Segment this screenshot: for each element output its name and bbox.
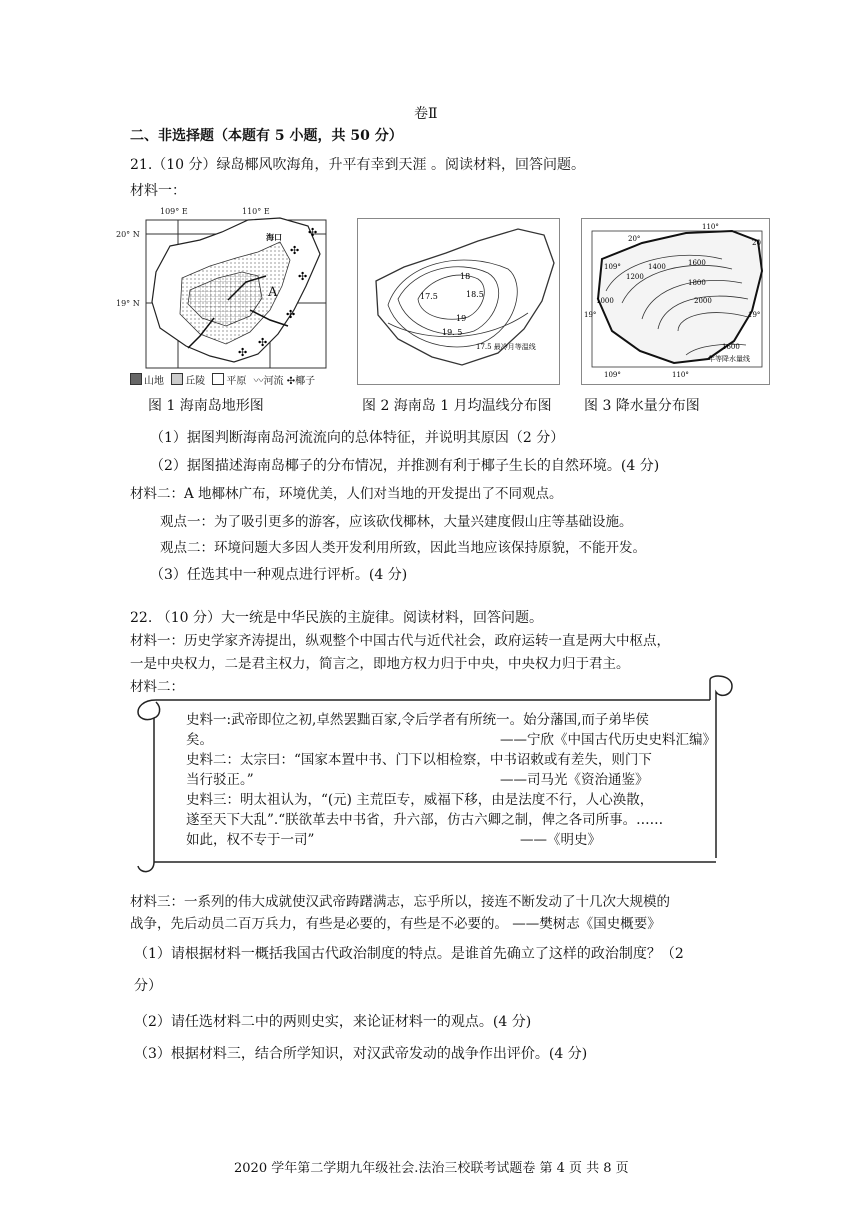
legend-river: 河流: [263, 376, 284, 387]
legend-mountain: 山地: [144, 376, 164, 387]
precip-label: 20: [752, 239, 761, 247]
coconut-icon: ✣: [298, 270, 308, 283]
scroll-line2a: 矣。: [186, 732, 213, 748]
q21-material2: 材料二：A 地椰林广布，环境优美，人们对当地的开发提出了不同观点。: [130, 486, 563, 502]
precipitation-map-svg: [582, 219, 769, 384]
figure-2-isotherm-map: [357, 218, 560, 385]
scroll-line4a: 当行驳正。”: [186, 772, 254, 788]
haikou-label: 海口: [266, 232, 282, 242]
isotherm-legend: 17.5 最冷月等温线: [476, 343, 536, 351]
q21-material1-label: 材料一：: [130, 183, 186, 199]
precip-label: 2000: [694, 297, 712, 305]
coconut-legend-icon: ✣: [286, 376, 296, 387]
figure-2-caption: 图 2 海南岛 1 月均温线分布图: [362, 398, 552, 414]
terrain-map-svg: [116, 206, 330, 389]
scroll-line6: 遂至天下大乱”.“朕欲革去中书省，升六部，仿古六卿之制，俾之各司所事。……: [186, 812, 664, 828]
q22-material1-line1: 材料一：历史学家齐涛提出，纵观整个中国古代与近代社会，政府运转一直是两大中枢点，: [130, 633, 670, 649]
q22-sub3: （3）根据材料三，结合所学知识，对汉武帝发动的战争作出评价。(4 分): [134, 1046, 588, 1062]
scroll-line7b: ——《明史》: [520, 832, 601, 848]
precip-label: 1000: [596, 297, 614, 305]
isotherm-label: 18: [460, 272, 471, 281]
part-title: 二、非选择题（本题有 5 小题，共 50 分）: [130, 128, 403, 144]
point-a-label: A: [268, 285, 278, 300]
mountain-swatch: [130, 373, 142, 385]
river-icon: 〰: [253, 376, 264, 387]
scroll-line2b: ——宁欣《中国古代历史史料汇编》: [500, 732, 716, 748]
scroll-line7a: 如此，权不专于一司”: [186, 832, 315, 848]
coconut-icon: ✣: [238, 346, 248, 359]
scroll-line1: 史料一:武帝即位之初,卓然罢黜百家,令后学者有所统一。始分藩国,而子弟毕侯: [186, 712, 649, 728]
q21-intro: 21.（10 分）绿岛椰风吹海角，升平有幸到天涯 。阅读材料，回答问题。: [130, 157, 585, 173]
q21-view2: 观点二：环境问题大多因人类开发利用所致，因此当地应该保持原貌，不能开发。: [160, 540, 646, 556]
precip-label: 1400: [648, 263, 666, 271]
coconut-icon: ✣: [258, 336, 268, 349]
precip-label: 109°: [604, 263, 621, 271]
precip-label: 20°: [628, 235, 641, 243]
lon-110-label: 110° E: [242, 207, 270, 216]
q22-material3-line1: 材料三：一系列的伟大成就使汉武帝踌躇满志，忘乎所以，接连不断发动了十几次大规模的: [130, 894, 670, 910]
precip-label: 19°: [584, 311, 597, 319]
scroll-line5: 史料三：明太祖认为，“(元) 主荒臣专，威福下移，由是法度不行，人心涣散，: [186, 792, 654, 808]
section-title: 卷Ⅱ: [414, 106, 438, 122]
figure-3-precipitation-map: [581, 218, 770, 385]
scroll-line4b: ——司马光《资治通鉴》: [500, 772, 649, 788]
q21-sub3: （3）任选其中一种观点进行评析。(4 分): [150, 567, 408, 583]
precip-label: 1800: [688, 279, 706, 287]
precip-label: 1200: [626, 273, 644, 281]
coconut-icon: ✣: [286, 308, 296, 321]
hill-swatch: [171, 373, 183, 385]
legend-plain: 平原: [226, 376, 247, 387]
figure-1-terrain-map: [116, 206, 330, 389]
precip-label: 1600: [688, 259, 706, 267]
q22-sub1-line2: 分）: [134, 978, 162, 994]
q22-sub2: （2）请任选材料二中的两则史实，来论证材料一的观点。(4 分): [134, 1014, 532, 1030]
isotherm-label: 17.5: [420, 292, 438, 301]
lat-20-label: 20° N: [116, 230, 140, 239]
plain-swatch: [212, 373, 224, 385]
lat-19-label: 19° N: [116, 299, 140, 308]
figure-3-caption: 图 3 降水量分布图: [584, 398, 700, 414]
precip-label: 1600: [722, 343, 740, 351]
lon-109-label: 109° E: [160, 207, 188, 216]
q22-material2-label: 材料二：: [130, 679, 184, 695]
precip-legend: 年等降水量线: [708, 355, 750, 363]
legend-coconut: 椰子: [295, 376, 316, 387]
isotherm-label: 19. 5: [442, 328, 463, 337]
scroll-line3: 史料二：太宗曰：“国家本置中书、门下以相检察，中书诏敕或有差失，则门下: [186, 752, 652, 768]
coconut-icon: ✣: [290, 244, 300, 257]
precip-label: 19°: [748, 311, 761, 319]
q21-sub2: （2）据图描述海南岛椰子的分布情况，并推测有利于椰子生长的自然环境。(4 分): [150, 458, 660, 474]
q22-material1-line2: 一是中央权力，二是君主权力，简言之，即地方权力归于中央，中央权力归于君主。: [130, 656, 630, 672]
q21-view1: 观点一：为了吸引更多的游客，应该砍伐椰林，大量兴建度假山庄等基础设施。: [160, 514, 633, 530]
precip-label: 109°: [604, 371, 621, 379]
precip-label: 110°: [672, 371, 689, 379]
precip-label: 110°: [702, 223, 719, 231]
figure-1-legend: [130, 372, 315, 387]
legend-hill: 丘陵: [185, 376, 206, 387]
isotherm-label: 19: [456, 314, 467, 323]
isotherm-label: 18.5: [466, 290, 484, 299]
q22-sub1-line1: （1）请根据材料一概括我国古代政治制度的特点。是谁首先确立了这样的政治制度？（2: [134, 946, 684, 962]
page-footer: 2020 学年第二学期九年级社会.法治三校联考试题卷 第 4 页 共 8 页: [234, 1161, 629, 1176]
q22-material3-line2: 战争，先后动员二百万兵力，有些是必要的，有些是不必要的。 ——樊树志《国史概要》: [130, 916, 661, 932]
figure-1-caption: 图 1 海南岛地形图: [148, 398, 264, 414]
q22-intro: 22. （10 分）大一统是中华民族的主旋律。阅读材料，回答问题。: [130, 610, 543, 626]
coconut-icon: ✣: [308, 226, 318, 239]
isotherm-map-svg: [358, 219, 559, 384]
q21-sub1: （1）据图判断海南岛河流流向的总体特征，并说明其原因（2 分）: [150, 430, 565, 446]
